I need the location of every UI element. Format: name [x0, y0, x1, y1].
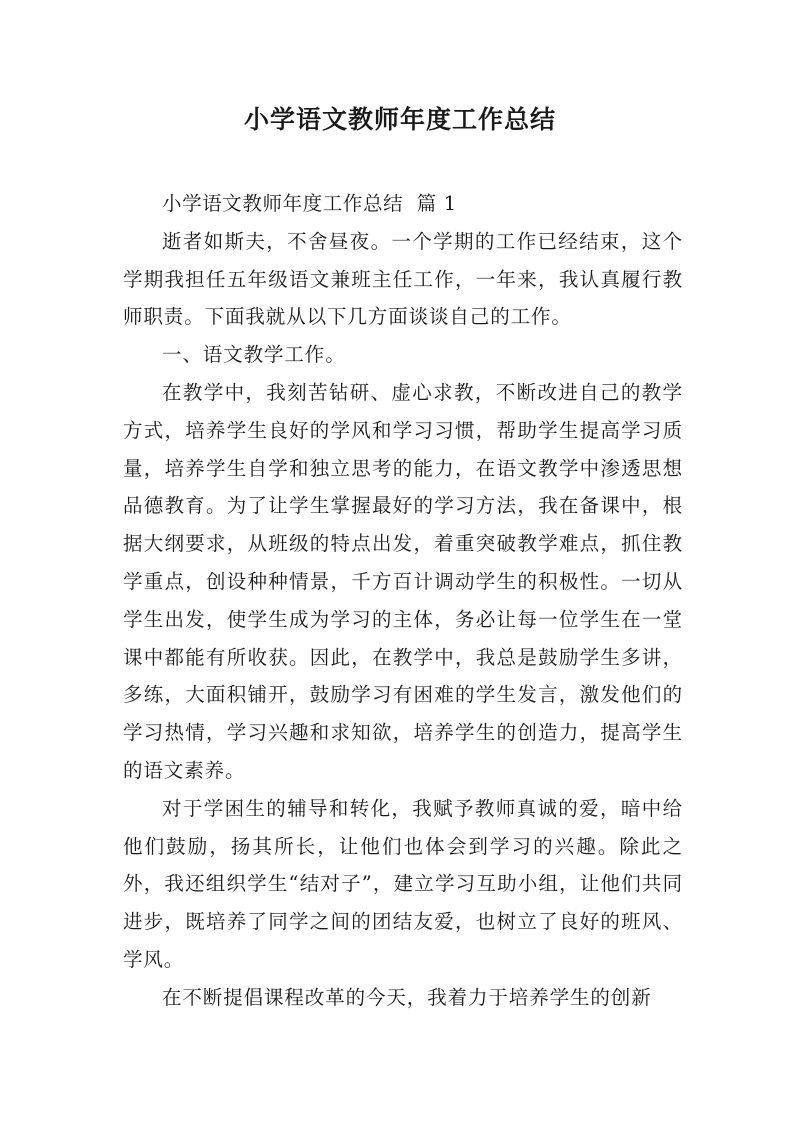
paragraph-tutoring: 对于学困生的辅导和转化，我赋予教师真诚的爱，暗中给他们鼓励，扬其所长，让他们也体会到学习的兴趣。除此之外，我还组织学生“结对子”，建立学习互助小组，让他们共同进步，既培养了同学之间的团结友爱，也树立了良好的班风、学风。 — [123, 796, 683, 971]
paragraph-intro: 逝者如斯夫，不舍昼夜。一个学期的工作已经结束，这个学期我担任五年级语文兼班主任工作，一年来，我认真履行教师职责。下面我就从以下几方面谈谈自己的工作。 — [123, 229, 683, 329]
paragraph-teaching: 在教学中，我刻苦钻研、虚心求教，不断改进自己的教学方式，培养学生良好的学风和学习习惯，帮助学生提高学习质量，培养学生自学和独立思考的能力，在语文教学中渗透思想品德教育。为了让学生掌握最好的学习方法，我在备课中，根据大纲要求，从班级的特点出发，着重突破教学难点，抓住教学重点，创设种种情景，千方百计调动学生的积极性。一切从学生出发，使学生成为学习的主体，务必让每一位学生在一堂课中都能有所收获。因此，在教学中，我总是鼓励学生多讲，多练，大面积铺开，鼓励学习有困难的学生发言，激发他们的学习热情，学习兴趣和求知欲，培养学生的创造力，提高学生的语文素养。 — [123, 380, 683, 782]
section-heading: 小学语文教师年度工作总结 篇 1 — [162, 192, 457, 215]
page-title: 小学语文教师年度工作总结 — [243, 105, 556, 134]
section-heading-teaching: 一、语文教学工作。 — [162, 343, 346, 367]
document-body — [123, 185, 683, 1017]
paragraph-reform: 在不断提倡课程改革的今天，我着力于培养学生的创新 — [162, 985, 652, 1009]
